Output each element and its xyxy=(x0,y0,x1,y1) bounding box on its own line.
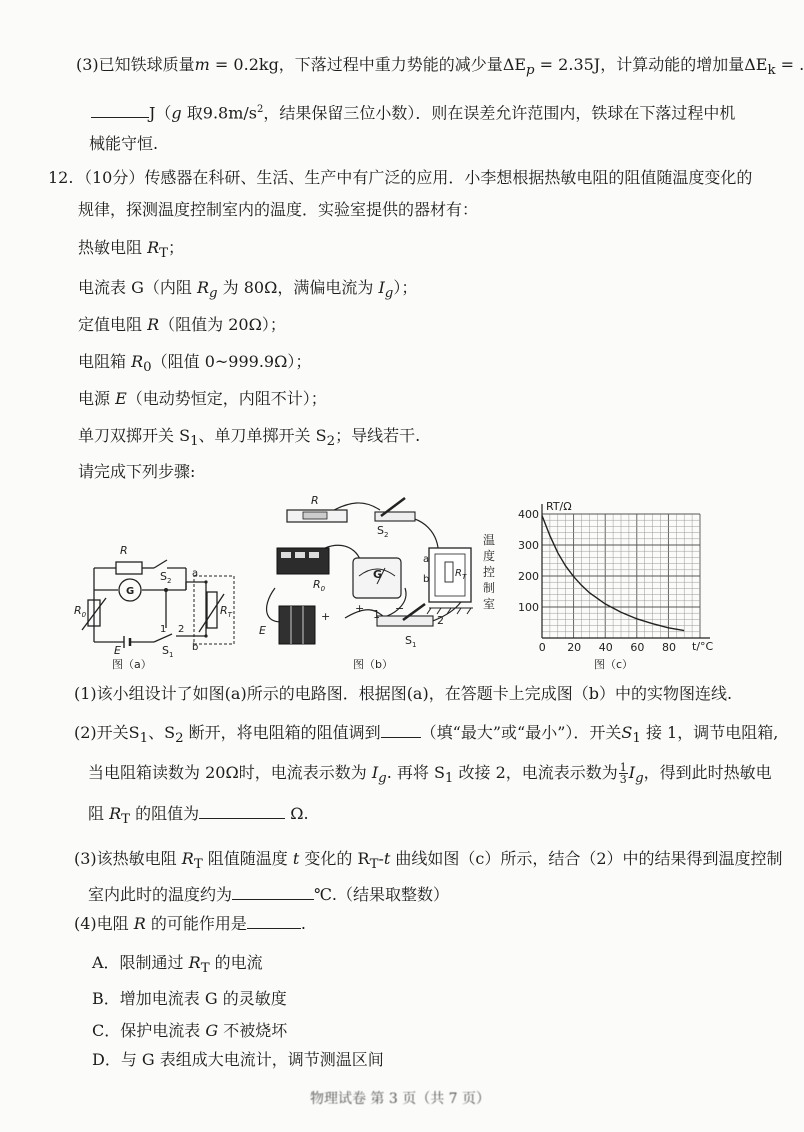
b-label-room-4: 制 xyxy=(483,581,496,595)
chart-ytick-label: 200 xyxy=(518,570,539,583)
b-label-a: a xyxy=(423,554,430,565)
b-label-e: E xyxy=(259,624,266,637)
answer-blank-ek[interactable] xyxy=(91,103,149,118)
q11-part3-line2: J（g 取$9.8m/s^2$，结果保留三位小数）．则在误差允许范围内，铁球在下落过程中机 xyxy=(91,99,735,124)
b-label-rt: $R_T$ xyxy=(455,568,467,581)
answer-blank-r-role[interactable] xyxy=(247,914,301,929)
chart-xtick-label: 80 xyxy=(662,641,676,654)
label-rt: $R_T$ xyxy=(220,604,232,619)
chart-grid xyxy=(542,504,710,638)
b-label-g: G xyxy=(373,568,383,581)
q12-line2: 规律，探测温度控制室内的温度．实验室提供的器材有： xyxy=(78,200,479,219)
caption-a: 图（a） xyxy=(112,658,152,671)
battery-device xyxy=(277,548,329,574)
page-footer: 物理试卷 第 3 页（共 7 页） xyxy=(309,1091,491,1107)
q12-number: 12. xyxy=(48,168,74,187)
label-2: 2 xyxy=(178,624,185,635)
q11-part3-line1: (3)已知铁球质量m = 0.2kg，下落过程中重力势能的减少量$\Delta E_p = 2.35J$，计算动能的增加量$\Delta E_k$ = . xyxy=(76,55,804,79)
part2-line3: 阻 $R_T$ 的阻值为 Ω. xyxy=(88,804,309,828)
resistor-r-device xyxy=(287,510,347,522)
b-label-room-1: 温 xyxy=(483,533,496,547)
q12-line1: （10分）传感器在科研、生活、生产中有广泛的应用．小李想根据热敏电阻的阻值随温度变化的 xyxy=(76,168,753,187)
part2-line2: 当电阻箱读数为 20Ω时，电流表示数为 $I_g$. 再将 $S_1$ 改接 2，电流表示数为 $\frac{1}{3}$ $I_g$，得到此时热敏电 xyxy=(88,761,772,787)
label-a: a xyxy=(192,568,199,579)
label-g: G xyxy=(126,586,135,597)
chart-ytick-label: 100 xyxy=(518,601,539,614)
chart-ytick-label: 400 xyxy=(518,508,539,521)
label-r: R xyxy=(120,544,128,557)
fraction-one-third: $\frac{1}{3}$ xyxy=(619,761,627,786)
part3-line1: (3)该热敏电阻 $R_T$ 阻值随温度 t 变化的 $R_T-t$ 曲线如图（c）所示，结合（2）中的结果得到温度控制 xyxy=(74,849,783,873)
equipment-power-source: 电源 E（电动势恒定，内阻不计）； xyxy=(78,389,327,408)
b-label-s2: $S_2$ xyxy=(377,524,389,539)
chart-xtick-label: 20 xyxy=(567,641,582,654)
b-label-plus-battery: + xyxy=(321,610,331,623)
thermistor-symbol xyxy=(207,592,217,628)
q11-part3-line3: 械能守恒. xyxy=(89,134,159,153)
b-label-room-3: 控 xyxy=(483,565,496,579)
part3-line2: 室内此时的温度约为 ℃.（结果取整数） xyxy=(88,885,450,904)
part1: (1)该小组设计了如图(a)所示的电路图．根据图(a)，在答题卡上完成图（b）中的实物图连线. xyxy=(74,684,733,703)
switch-s2-symbol xyxy=(154,560,167,568)
b-label-1: 1 xyxy=(373,608,380,621)
b-label-2: 2 xyxy=(437,614,444,627)
label-b: b xyxy=(192,642,199,653)
equipment-switches: 单刀双掷开关 $S_1$、单刀单掷开关 $S_2$；导线若干. xyxy=(78,426,421,450)
option-b[interactable]: B．增加电流表 G 的灵敏度 xyxy=(92,989,287,1008)
switch-s1-device xyxy=(377,604,433,626)
equipment-fixed-resistor: 定值电阻 R（阻值为 20Ω）； xyxy=(78,315,286,334)
option-a[interactable]: A．限制通过 $R_T$ 的电流 xyxy=(92,953,263,977)
chart-xtick-label: 0 xyxy=(538,641,546,654)
b-label-r: R xyxy=(311,494,319,507)
answer-blank-rt-value[interactable] xyxy=(199,804,285,819)
switch-s1-symbol xyxy=(154,634,172,642)
resistor-r-symbol xyxy=(116,562,142,574)
option-c[interactable]: C．保护电流表 G 不被烧坏 xyxy=(92,1021,288,1040)
label-s2: $S_2$ xyxy=(160,570,172,585)
part4-question: (4)电阻 R 的可能作用是 . xyxy=(74,914,306,933)
caption-b: 图（b） xyxy=(353,658,393,671)
b-label-r0: $R_0$ xyxy=(313,578,326,593)
label-e: E xyxy=(114,644,121,657)
b-label-minus: − xyxy=(395,602,405,615)
equipment-ammeter: 电流表 G（内阻 $R_g$ 为 80Ω，满偏电流为 $I_g$）； xyxy=(78,278,418,302)
chart-ytick-label: 300 xyxy=(518,539,539,552)
figure-a-circuit xyxy=(74,538,254,673)
b-label-room-5: 室 xyxy=(483,597,496,611)
answer-blank-max-min[interactable] xyxy=(381,723,421,738)
temperature-room-device xyxy=(427,548,473,614)
steps-heading: 请完成下列步骤: xyxy=(78,462,196,481)
label-1: 1 xyxy=(160,624,167,635)
figure-b-physical-setup xyxy=(255,488,505,673)
b-label-b: b xyxy=(423,574,430,585)
equipment-thermistor: 热敏电阻 $R_T$； xyxy=(78,238,185,262)
option-d[interactable]: D．与 G 表组成大电流计，调节测温区间 xyxy=(92,1050,384,1069)
label-r0: $R_0$ xyxy=(74,604,87,619)
b-label-s1: $S_1$ xyxy=(405,634,417,649)
resistance-box-device xyxy=(279,606,315,644)
caption-c: 图（c） xyxy=(594,658,634,671)
chart-xlabel: t/°C xyxy=(692,640,714,653)
b-label-plus: + xyxy=(355,602,365,615)
answer-blank-temperature[interactable] xyxy=(232,885,314,900)
chart-xtick-label: 40 xyxy=(598,641,613,654)
b-label-room-2: 度 xyxy=(483,549,496,563)
part2-line1: (2)开关$S_1$、$S_2$ 断开，将电阻箱的阻值调到 （填“最大”或“最小”）．开关$S_1$ 接 1，调节电阻箱, xyxy=(74,723,779,747)
switch-s2-device xyxy=(375,498,415,521)
chart-ylabel: RT/Ω xyxy=(546,500,572,513)
chart-xtick-label: 60 xyxy=(630,641,645,654)
label-s1: $S_1$ xyxy=(162,644,174,659)
equipment-resistance-box: 电阻箱 $R_0$（阻值 0~999.9Ω）； xyxy=(78,352,312,376)
figure-c-chart xyxy=(512,496,722,674)
